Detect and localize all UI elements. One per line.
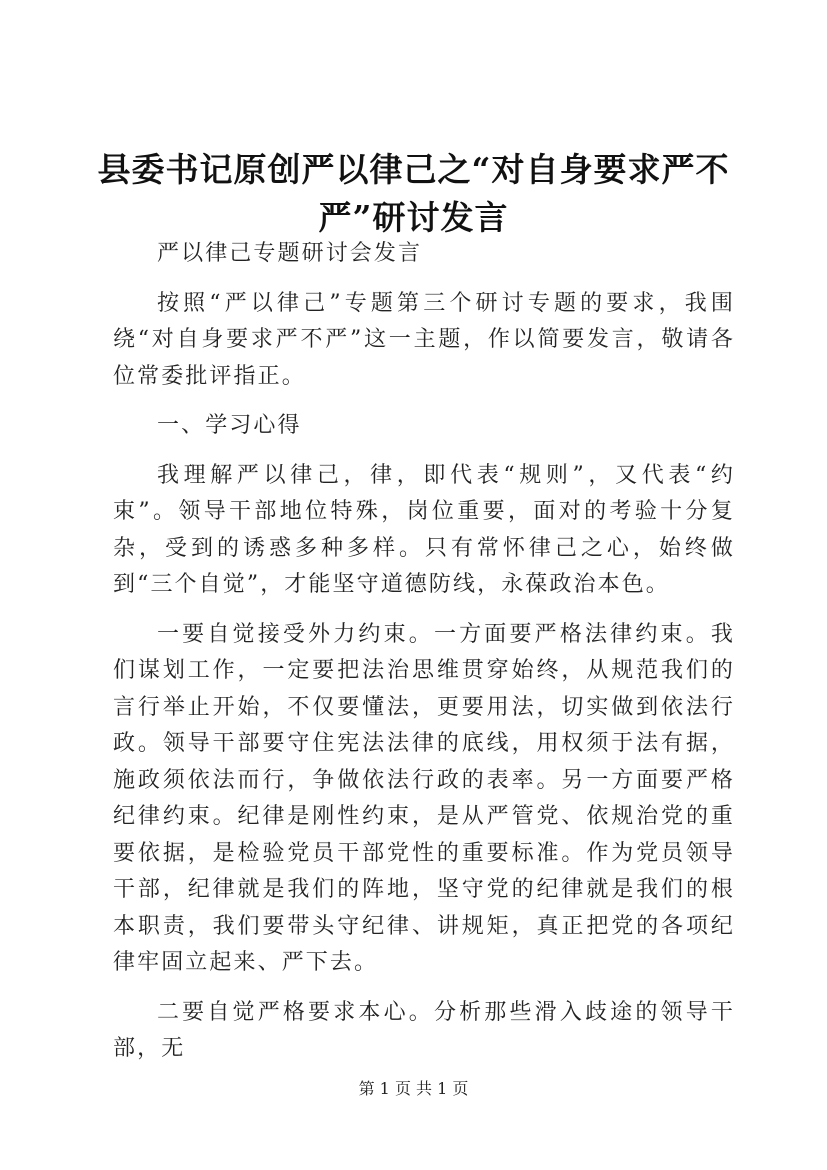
document-title: 县委书记原创严以律己之“对自身要求严不严”研讨发言 (97, 150, 730, 237)
body-paragraph: 一要自觉接受外力约束。一方面要严格法律约束。我们谋划工作，一定要把法治思维贯穿始终，从规范我们的言行举止开始，不仅要懂法，更要用法，切实做到依法行政。领导干部要守住宪法法律的底线，用权须于法有据，施政须依法而行，争做依法行政的表率。另一方面要严格纪律约束。纪律是刚性约束，是从严管党、依规治党的重要依据，是检验党员干部党性的重要标准。作为党员领导干部，纪律就是我们的阵地，坚守党的纪律就是我们的根本职责，我们要带头守纪律、讲规矩，真正把党的各项纪律牢固立起来、严下去。 (113, 621, 735, 975)
section-heading: 一、学习心得 (157, 413, 302, 438)
subtitle-paragraph: 严以律己专题研讨会发言 (157, 241, 423, 266)
body-paragraph: 二要自觉严格要求本心。分析那些滑入歧途的领导干部，无 (113, 999, 735, 1061)
body-paragraph: 我理解严以律己，律，即代表“规则”，又代表“约束”。领导干部地位特殊，岗位重要，面对的考验十分复杂，受到的诱惑多种多样。只有常怀律己之心，始终做到“三个自觉”，才能坚守道德防线，永葆政治本色。 (113, 462, 735, 597)
document-body (113, 236, 735, 1081)
intro-paragraph: 按照“严以律己”专题第三个研讨专题的要求，我围绕“对自身要求严不严”这一主题，作以简要发言，敬请各位常委批评指正。 (113, 290, 735, 389)
page-footer: 第 1 页 共 1 页 (358, 1079, 469, 1098)
